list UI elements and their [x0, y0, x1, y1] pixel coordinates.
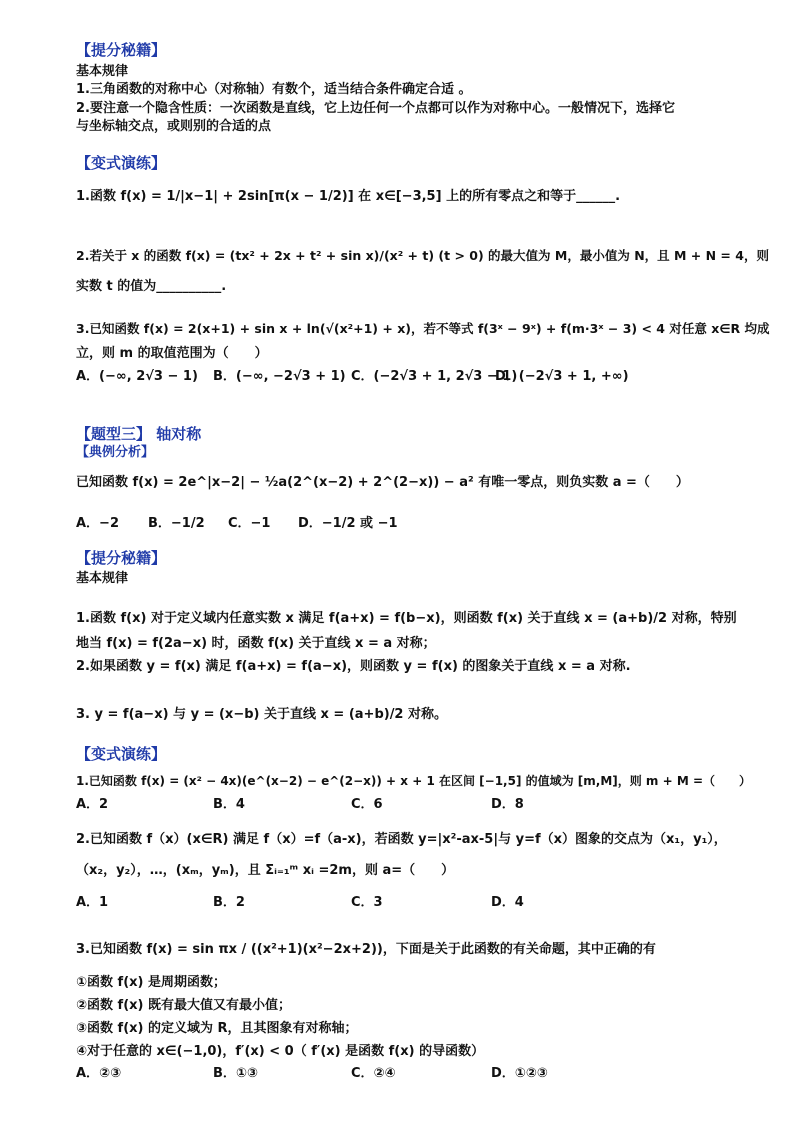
section-heading-practice-2: 【变式演练】: [76, 745, 167, 763]
example-question: 已知函数 f(x) = 2e^|x−2| − ½a(2^(x−2) + 2^(2−x)) − a² 有唯一零点，则负实数 a =（ ）: [76, 475, 689, 490]
option-b: B．2: [213, 895, 245, 910]
practice-question-2-cont: 实数 t 的值为__________.: [76, 279, 227, 294]
option-c: C．−1: [228, 516, 271, 531]
example-label: 【典例分析】: [76, 445, 155, 460]
practice2-question-2-cont: （x₂，y₂），…，(xₘ，yₘ)，且 Σᵢ₌₁ᵐ xᵢ =2m，则 a=（ ）: [76, 863, 455, 878]
option-a: A．1: [76, 895, 109, 910]
option-d: D．−1/2 或 −1: [298, 516, 398, 531]
option-c: C．3: [351, 895, 383, 910]
rule-2-cont: 与坐标轴交点，或则别的合适的点: [76, 119, 272, 134]
option-d: D．4: [491, 895, 524, 910]
proposition-4: ④对于任意的 x∈(−1,0)，f′(x) < 0（ f′(x) 是函数 f(x) 的导函数）: [76, 1044, 485, 1059]
practice2-question-1: 1.已知函数 f(x) = (x² − 4x)(e^(x−2) − e^(2−x)) + x + 1 在区间 [−1,5] 的值域为 [m,M]，则 m + M =（ ）: [76, 774, 752, 788]
option-c: C．6: [351, 797, 383, 812]
option-d: D．8: [491, 797, 524, 812]
practice2-question-3: 3.已知函数 f(x) = sin πx / ((x²+1)(x²−2x+2))，下面是关于此函数的有关命题，其中正确的有: [76, 942, 656, 957]
option-b: B．−1/2: [148, 516, 205, 531]
practice-question-3: 3.已知函数 f(x) = 2(x+1) + sin x + ln(√(x²+1) + x)，若不等式 f(3ˣ − 9ˣ) + f(m·3ˣ − 3) < 4 对任意 x∈R 均成: [76, 321, 770, 336]
option-b: B．4: [213, 797, 245, 812]
rule-axis-1: 1.函数 f(x) 对于定义域内任意实数 x 满足 f(a+x) = f(b−x)，则函数 f(x) 关于直线 x = (a+b)/2 对称，特别: [76, 611, 737, 626]
option-c: C．(−2√3 + 1, 2√3 − 1): [351, 369, 518, 384]
option-a: A．2: [76, 797, 109, 812]
option-b: B．(−∞, −2√3 + 1): [213, 369, 346, 384]
practice-question-3-cont: 立，则 m 的取值范围为（ ）: [76, 346, 268, 361]
section-heading-type-3: 【题型三】 轴对称: [76, 425, 202, 443]
rule-axis-2: 2.如果函数 y = f(x) 满足 f(a+x) = f(a−x)，则函数 y = f(x) 的图象关于直线 x = a 对称.: [76, 659, 631, 674]
section-heading-tips-2: 【提分秘籍】: [76, 549, 167, 567]
option-a: A．②③: [76, 1066, 122, 1081]
practice-question-1: 1.函数 f(x) = 1/|x−1| + 2sin[π(x − 1/2)] 在 x∈[−3,5] 上的所有零点之和等于______.: [76, 189, 621, 204]
option-a: A．(−∞, 2√3 − 1): [76, 369, 198, 384]
rule-2: 2.要注意一个隐含性质：一次函数是直线，它上边任何一个点都可以作为对称中心。一般情况下，选择它: [76, 101, 675, 116]
practice2-question-2: 2.已知函数 f（x）(x∈R) 满足 f（x）=f（a-x)，若函数 y=|x²-ax-5|与 y=f（x）图象的交点为（x₁，y₁），: [76, 832, 727, 847]
proposition-2: ②函数 f(x) 既有最大值又有最小值；: [76, 998, 291, 1013]
option-a: A．−2: [76, 516, 119, 531]
section-heading-tips: 【提分秘籍】: [76, 41, 167, 59]
rules-label-2: 基本规律: [76, 571, 129, 586]
option-d: D．(−2√3 + 1, +∞): [495, 369, 629, 384]
rule-axis-3: 3. y = f(a−x) 与 y = (x−b) 关于直线 x = (a+b)/2 对称。: [76, 707, 448, 722]
rules-label: 基本规律: [76, 64, 129, 79]
practice-question-2: 2.若关于 x 的函数 f(x) = (tx² + 2x + t² + sin x)/(x² + t) (t > 0) 的最大值为 M，最小值为 N，且 M + N = 4，则: [76, 248, 769, 263]
rule-1: 1.三角函数的对称中心（对称轴）有数个，适当结合条件确定合适 。: [76, 82, 472, 97]
proposition-1: ①函数 f(x) 是周期函数；: [76, 975, 226, 990]
option-c: C．②④: [351, 1066, 396, 1081]
section-heading-practice: 【变式演练】: [76, 154, 167, 172]
option-d: D．①②③: [491, 1066, 548, 1081]
rule-axis-1-cont: 地当 f(x) = f(2a−x) 时，函数 f(x) 关于直线 x = a 对称；: [76, 636, 436, 651]
option-b: B．①③: [213, 1066, 258, 1081]
proposition-3: ③函数 f(x) 的定义域为 R，且其图象有对称轴；: [76, 1021, 358, 1036]
